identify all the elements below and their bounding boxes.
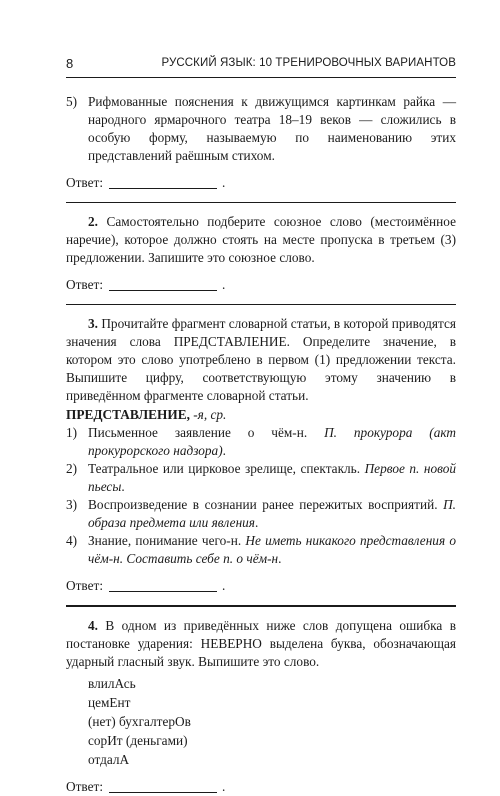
section-divider [66, 605, 456, 607]
word-item: (нет) бухгалтерОв [88, 714, 191, 729]
header-rule [66, 77, 456, 78]
answer-field[interactable] [109, 792, 217, 793]
meaning-item [66, 532, 456, 568]
dictionary-entry-head [66, 406, 456, 424]
page-number: 8 [66, 56, 74, 71]
meaning-number: 1) [66, 425, 78, 440]
meaning-definition: Знание, понимание чего-н. [88, 533, 246, 548]
meaning-example: Не иметь никакого представления о чём-н. Составить себе п. о чём-н [88, 533, 456, 566]
answer-field[interactable] [109, 188, 217, 189]
meaning-number: 4) [66, 533, 78, 548]
task-4 [66, 617, 456, 671]
meaning-tail: . [278, 551, 282, 566]
task-2 [66, 213, 456, 267]
task-3-number: 3. [88, 316, 98, 331]
page-content [66, 93, 456, 796]
meaning-definition: Воспроизведение в сознании ранее пережитых восприятий. [88, 497, 444, 512]
answer-line-3 [66, 577, 456, 595]
meaning-number: 3) [66, 497, 78, 512]
task-3-text: Прочитайте фрагмент словарной статьи, в которой приводятся значения слова ПРЕДСТАВЛЕНИЕ. Определите значение, в котором это слово употреблено в первом (1) предложении текста. Выпишите цифру, соответствующую этому значению в приведённом фрагменте словарной статьи. [66, 316, 456, 403]
running-title: РУССКИЙ ЯЗЫК: 10 ТРЕНИРОВОЧНЫХ ВАРИАНТОВ [161, 57, 456, 69]
meaning-item [66, 424, 456, 460]
word-item: сорИт (деньгами) [88, 733, 188, 748]
meaning-text [88, 424, 456, 460]
meaning-text [88, 496, 456, 532]
answer-field[interactable] [109, 290, 217, 291]
answer-field[interactable] [109, 591, 217, 592]
task-2-text: Самостоятельно подберите союзное слово (местоимённое наречие), которое должно стоять на месте пропуска в третьем (3) предложении. Запишите это союзное слово. [66, 214, 457, 265]
meaning-example: П. образа предмета или явления [88, 497, 456, 530]
word-list [88, 674, 456, 769]
item-5-number: 5) [66, 94, 78, 109]
answer-line-1 [66, 174, 456, 192]
task-4-number: 4. [88, 618, 98, 633]
divider [66, 202, 456, 203]
answer-label: Ответ: [66, 277, 104, 292]
answer-label: Ответ: [66, 779, 104, 794]
word-item: цемЕнт [88, 695, 131, 710]
task-4-text: В одном из приведённых ниже слов допущена ошибка в постановке ударения: НЕВЕРНО выделена буква, обозначающая ударный гласный звук. Выпишите это слово. [66, 618, 456, 669]
item-5-text: Рифмованные пояснения к движущимся картинкам райка — народного ярмарочного театра 18–19 веков — сложились в особую форму, называемую по наименованию этих представлений раёшным стихом. [88, 94, 456, 163]
word-item: влилАсь [88, 676, 136, 691]
task-2-number: 2. [88, 214, 98, 229]
meaning-item [66, 496, 456, 532]
item-5 [66, 93, 456, 165]
answer-end: . [222, 779, 226, 794]
task-3 [66, 315, 456, 405]
page-header [66, 56, 456, 80]
meaning-tail: . [121, 479, 125, 494]
answer-label: Ответ: [66, 578, 104, 593]
meaning-number: 2) [66, 461, 78, 476]
meaning-example: П. прокурора (акт прокурорского надзора) [88, 425, 456, 458]
answer-end: . [222, 175, 226, 190]
word-item: отдалА [88, 752, 130, 767]
answer-end: . [222, 578, 226, 593]
meaning-definition: Театральное или цирковое зрелище, спектакль. [88, 461, 365, 476]
meaning-definition: Письменное заявление о чём-н. [88, 425, 325, 440]
meaning-tail: . [222, 443, 226, 458]
divider [66, 304, 456, 305]
answer-label: Ответ: [66, 175, 104, 190]
meaning-example: Первое п. новой пьесы [88, 461, 456, 494]
meaning-item [66, 460, 456, 496]
answer-line-2 [66, 276, 456, 294]
meaning-tail: . [255, 515, 259, 530]
entry-grammar: -я, ср. [193, 407, 227, 422]
meaning-text [88, 532, 456, 568]
answer-end: . [222, 277, 226, 292]
meaning-text [88, 460, 456, 496]
entry-word: ПРЕДСТАВЛЕНИЕ, [66, 407, 190, 422]
answer-line-4 [66, 778, 456, 796]
